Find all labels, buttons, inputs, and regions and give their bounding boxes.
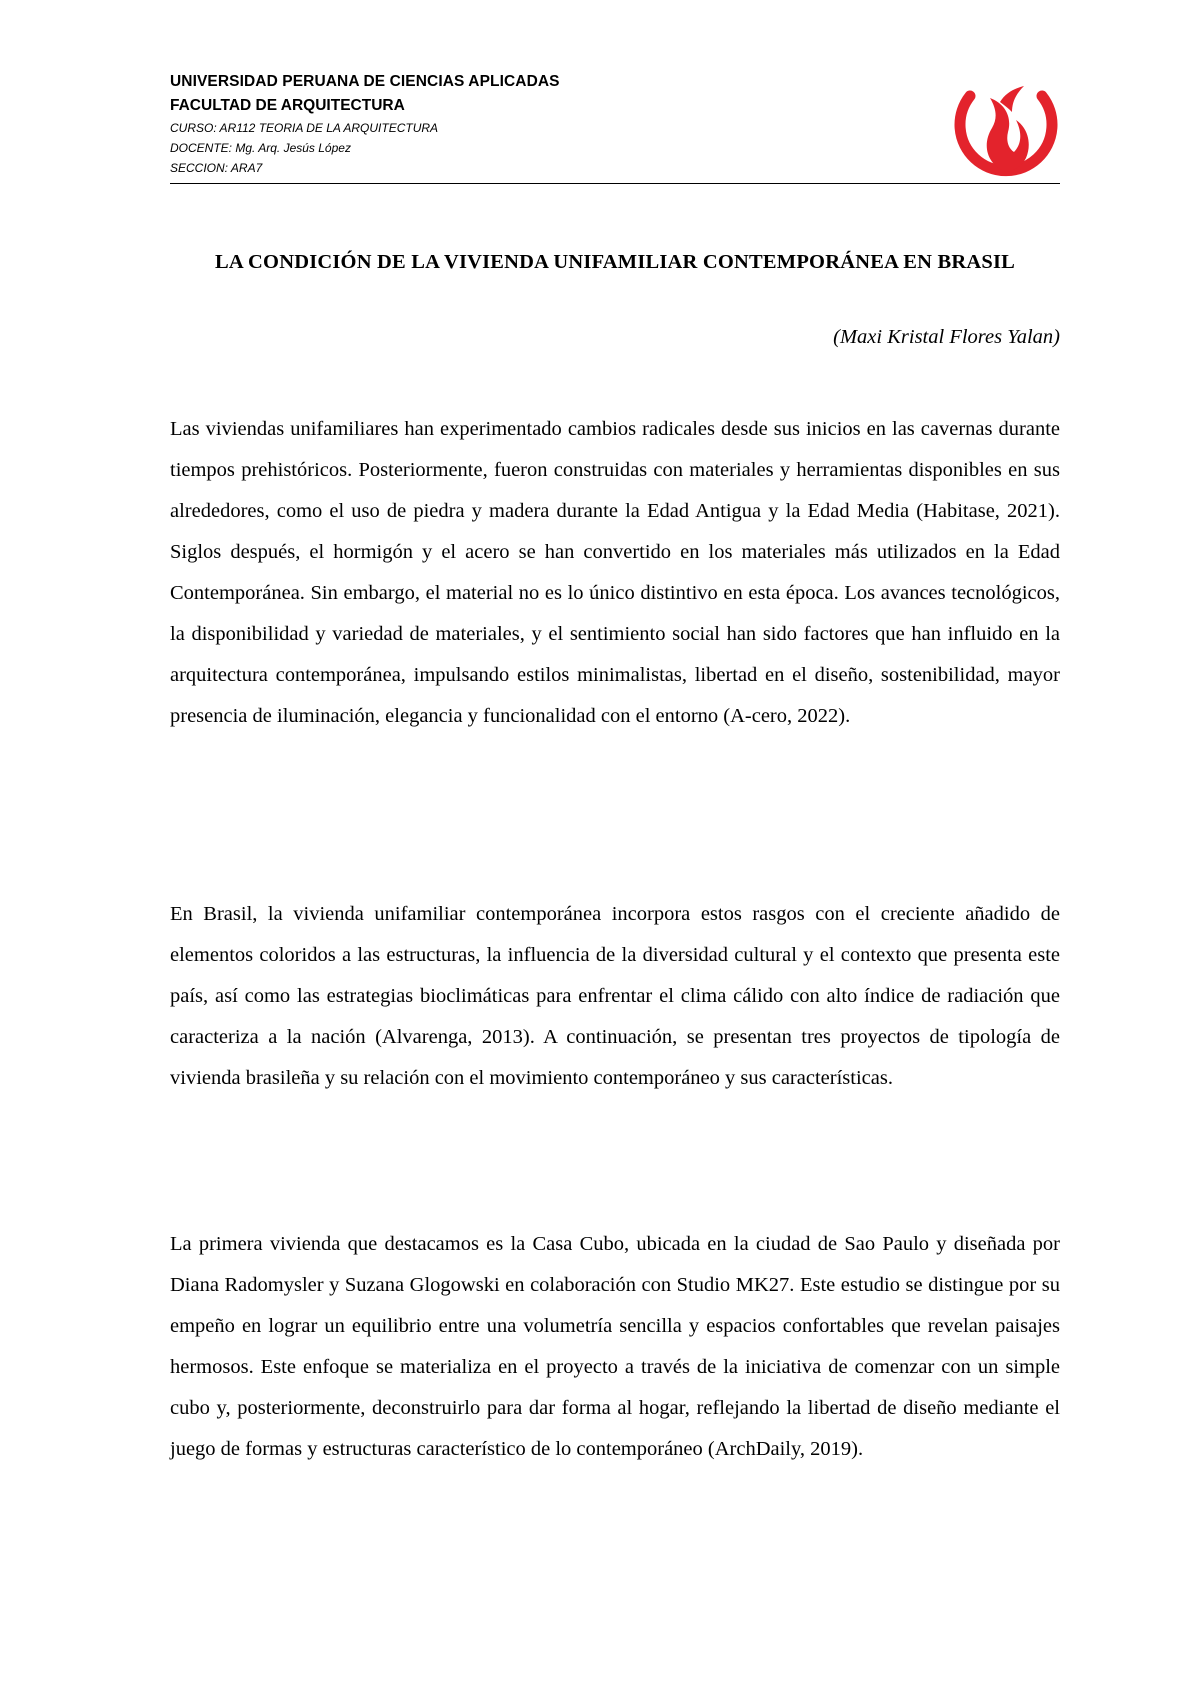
course-line: CURSO: AR112 TEORIA DE LA ARQUITECTURA	[170, 121, 439, 135]
header-divider	[170, 183, 1060, 184]
faculty-name: FACULTAD DE ARQUITECTURA	[170, 97, 405, 114]
paragraph-1: Las viviendas unifamiliares han experimentado cambios radicales desde sus inicios en las cavernas durante tiempos prehistóricos. Posteriormente, fueron construidas con materiales y herramientas disponibles en sus alrededores, como el uso de piedra y madera durante la Edad Antigua y la Edad Media (Habitase, 2021). Siglos después, el hormigón y el acero se han convertido en los materiales más utilizados en la Edad Contemporánea. Sin embargo, el material no es lo único distintivo en esta época. Los avances tecnológicos, la disponibilidad y variedad de materiales, y el sentimiento social han sido factores que han influido en la arquitectura contemporánea, impulsando estilos minimalistas, libertad en el diseño, sostenibilidad, mayor presencia de iluminación, elegancia y funcionalidad con el entorno (A-cero, 2022).	[170, 418, 1060, 727]
teacher-line: DOCENTE: Mg. Arq. Jesús López	[170, 141, 351, 155]
document-header	[170, 70, 1060, 185]
paragraph-3: La primera vivienda que destacamos es la Casa Cubo, ubicada en la ciudad de Sao Paulo y diseñada por Diana Radomysler y Suzana Glogowski en colaboración con Studio MK27. Este estudio se distingue por su empeño en lograr un equilibrio entre una volumetría sencilla y espacios confortables que revelan paisajes hermosos. Este enfoque se materializa en el proyecto a través de la iniciativa de comenzar con un simple cubo y, posteriormente, deconstruirlo para dar forma al hogar, reflejando la libertad de diseño mediante el juego de formas y estructuras característico de lo contemporáneo (ArchDaily, 2019).	[170, 1233, 1060, 1460]
header-text-block	[170, 70, 560, 178]
author-name: (Maxi Kristal Flores Yalan)	[833, 326, 1060, 348]
document-title: LA CONDICIÓN DE LA VIVIENDA UNIFAMILIAR CONTEMPORÁNEA EN BRASIL	[214, 251, 1016, 273]
university-name: UNIVERSIDAD PERUANA DE CIENCIAS APLICADAS	[170, 73, 560, 90]
upc-flame-logo-icon	[950, 72, 1062, 184]
paragraph-2: En Brasil, la vivienda unifamiliar contemporánea incorpora estos rasgos con el creciente añadido de elementos coloridos a las estructuras, la influencia de la diversidad cultural y el contexto que presenta este país, así como las estrategias bioclimáticas para enfrentar el clima cálido con alto índice de radiación que caracteriza a la nación (Alvarenga, 2013). A continuación, se presentan tres proyectos de tipología de vivienda brasileña y su relación con el movimiento contemporáneo y sus características.	[170, 903, 1060, 1089]
section-line: SECCION: ARA7	[170, 161, 263, 175]
